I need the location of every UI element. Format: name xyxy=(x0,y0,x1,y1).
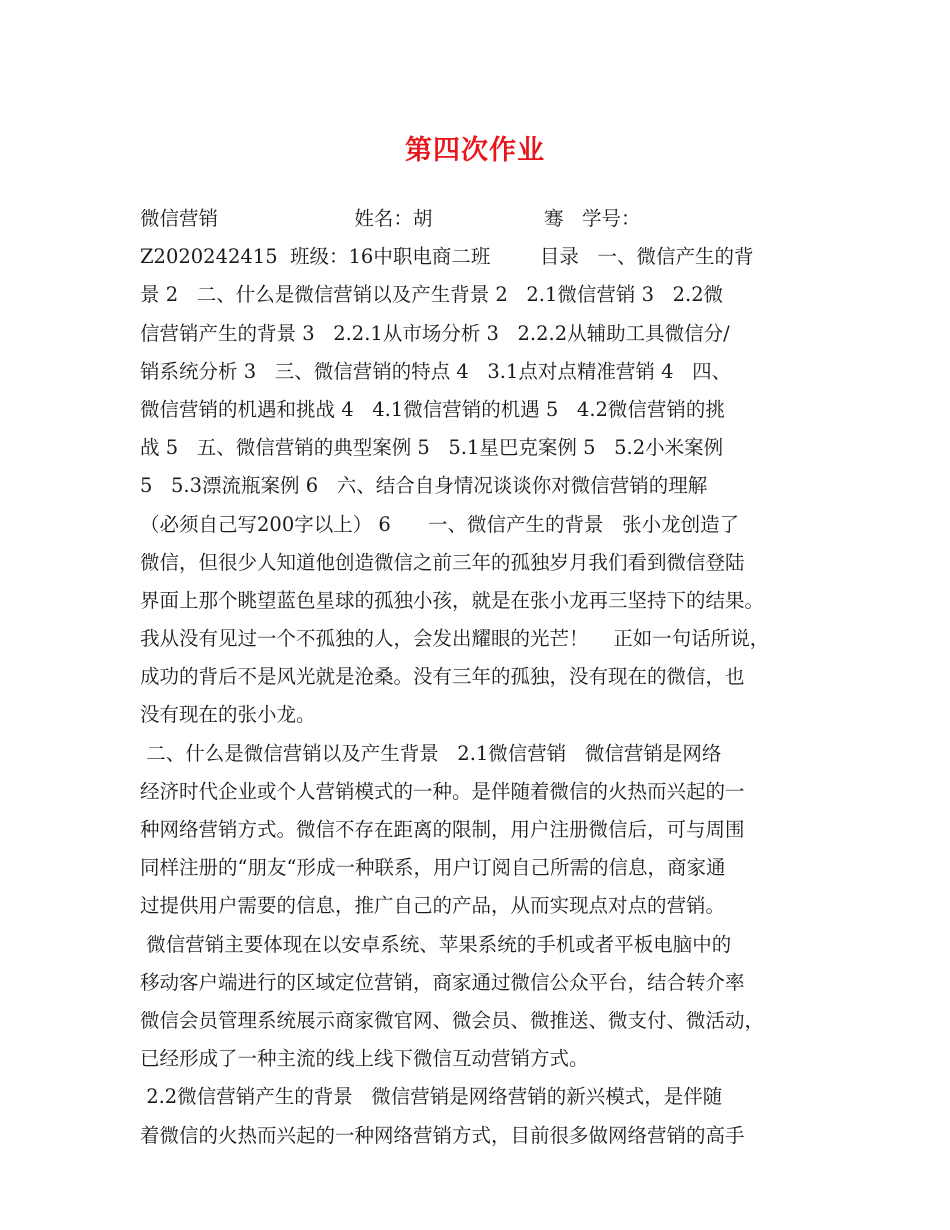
text-line: 销系统分析 3 三、微信营销的特点 4 3.1点对点精准营销 4 四、 xyxy=(140,359,732,383)
text-line: 微信营销的机遇和挑战 4 4.1微信营销的机遇 5 4.2微信营销的挑 xyxy=(140,397,725,421)
text-line: 移动客户端进行的区域定位营销，商家通过微信公众平台，结合转介率 xyxy=(140,970,745,994)
text-line: 信营销产生的背景 3 2.2.1从市场分析 3 2.2.2从辅助工具微信分/ xyxy=(140,321,730,345)
text-line: 经济时代企业或个人营销模式的一种。是伴随着微信的火热而兴起的一 xyxy=(140,779,745,803)
text-line: 景 2 二、什么是微信营销以及产生背景 2 2.1微信营销 3 2.2微 xyxy=(140,283,724,307)
text-line: 微信营销 姓名：胡 骞 学号： xyxy=(140,207,641,230)
text-line: Z2020242415 班级：16中职电商二班 目录 一、微信产生的背 xyxy=(140,245,754,269)
text-line: 微信，但很少人知道他创造微信之前三年的孤独岁月我们看到微信登陆 xyxy=(140,550,745,574)
text-line: 着微信的火热而兴起的一种网络营销方式，目前很多做网络营销的高手 xyxy=(140,1123,745,1147)
text-line: 微信营销主要体现在以安卓系统、苹果系统的手机或者平板电脑中的 xyxy=(140,932,732,956)
text-line: 二、什么是微信营销以及产生背景 2.1微信营销 微信营销是网络 xyxy=(140,741,722,765)
text-line: 过提供用户需要的信息，推广自己的产品，从而实现点对点的营销。 xyxy=(140,894,726,918)
text-line: 没有现在的张小龙。 xyxy=(140,703,316,727)
text-line: 同样注册的“朋友“形成一种联系，用户订阅自己所需的信息，商家通 xyxy=(140,856,726,880)
text-line: 2.2微信营销产生的背景 微信营销是网络营销的新兴模式，是伴随 xyxy=(140,1085,723,1109)
text-line: 我从没有见过一个不孤独的人，会发出耀眼的光芒！ 正如一句话所说， xyxy=(140,627,770,651)
text-line: （必须自己写200字以上） 6 一、微信产生的背景 张小龙创造了 xyxy=(140,512,740,536)
text-line: 微信会员管理系统展示商家微官网、微会员、微推送、微支付、微活动， xyxy=(140,1008,765,1032)
text-line: 5 5.3漂流瓶案例 6 六、结合自身情况谈谈你对微信营销的理解 xyxy=(140,474,708,498)
text-line: 界面上那个眺望蓝色星球的孤独小孩，就是在张小龙再三坚持下的结果。 xyxy=(140,588,765,612)
document-title: 第四次作业 xyxy=(405,135,545,166)
text-line: 已经形成了一种主流的线上线下微信互动营销方式。 xyxy=(140,1047,589,1071)
document-body xyxy=(140,200,816,1155)
text-line: 战 5 五、微信营销的典型案例 5 5.1星巴克案例 5 5.2小米案例 xyxy=(140,436,724,460)
text-line: 成功的背后不是风光就是沧桑。没有三年的孤独，没有现在的微信，也 xyxy=(140,665,745,689)
text-line: 种网络营销方式。微信不存在距离的限制，用户注册微信后，可与周围 xyxy=(140,818,745,841)
